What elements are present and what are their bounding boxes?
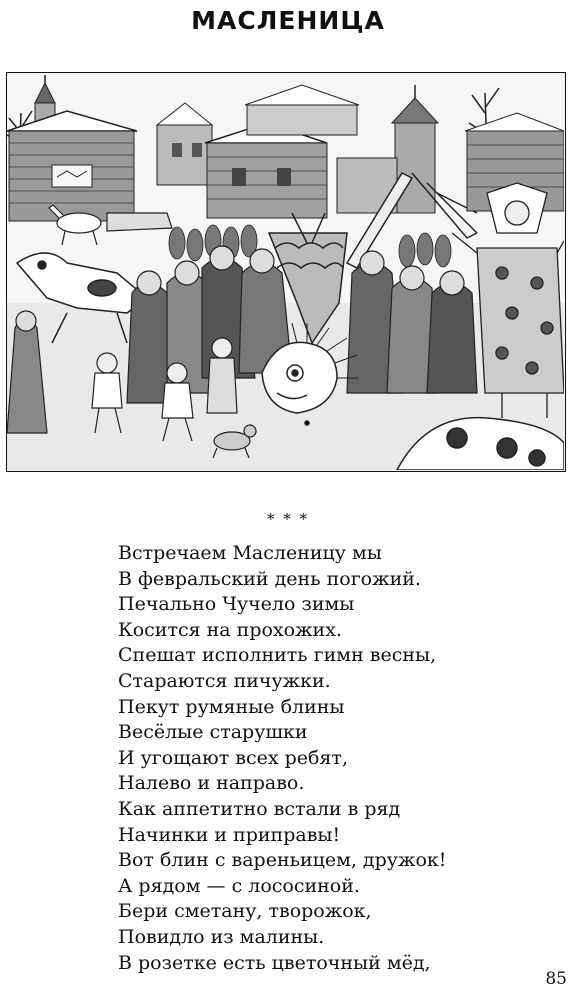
poem-line: В февральский день погожий. xyxy=(118,567,421,590)
log-house-center xyxy=(205,123,327,218)
poem-line: Начинки и приправы! xyxy=(118,823,341,846)
poem-line: Пекут румяные блины xyxy=(118,695,345,718)
poem-line: Весёлые старушки xyxy=(118,721,308,744)
poem-line: Встречаем Масленицу мы xyxy=(118,542,382,564)
page-title: МАСЛЕНИЦА xyxy=(191,6,385,35)
poem-line: Налево и направо. xyxy=(118,772,305,795)
poem xyxy=(118,541,548,976)
poem-line: Спешат исполнить гимн весны, xyxy=(118,644,437,667)
poem-line: А рядом — с лососиной. xyxy=(118,874,360,897)
poem-line: Бери сметану, творожок, xyxy=(118,900,372,923)
poem-line: Стараются пичужки. xyxy=(118,669,331,692)
log-house-left xyxy=(7,111,137,221)
poem-line: Вот блин с вареньицем, дружок! xyxy=(118,849,447,872)
poem-line: Косится на прохожих. xyxy=(118,618,342,641)
maslenitsa-illustration xyxy=(6,72,566,472)
poem-line: Повидло из малины. xyxy=(118,925,325,948)
poem-line: В розетке есть цветочный мёд, xyxy=(118,951,431,974)
poem-line: И угощают всех ребят, xyxy=(118,746,348,769)
page-number: 85 xyxy=(545,969,567,989)
section-divider-stars: * * * xyxy=(266,510,310,528)
poem-line: Печально Чучело зимы xyxy=(118,593,355,616)
poem-line: Как аппетитно встали в ряд xyxy=(118,797,401,820)
